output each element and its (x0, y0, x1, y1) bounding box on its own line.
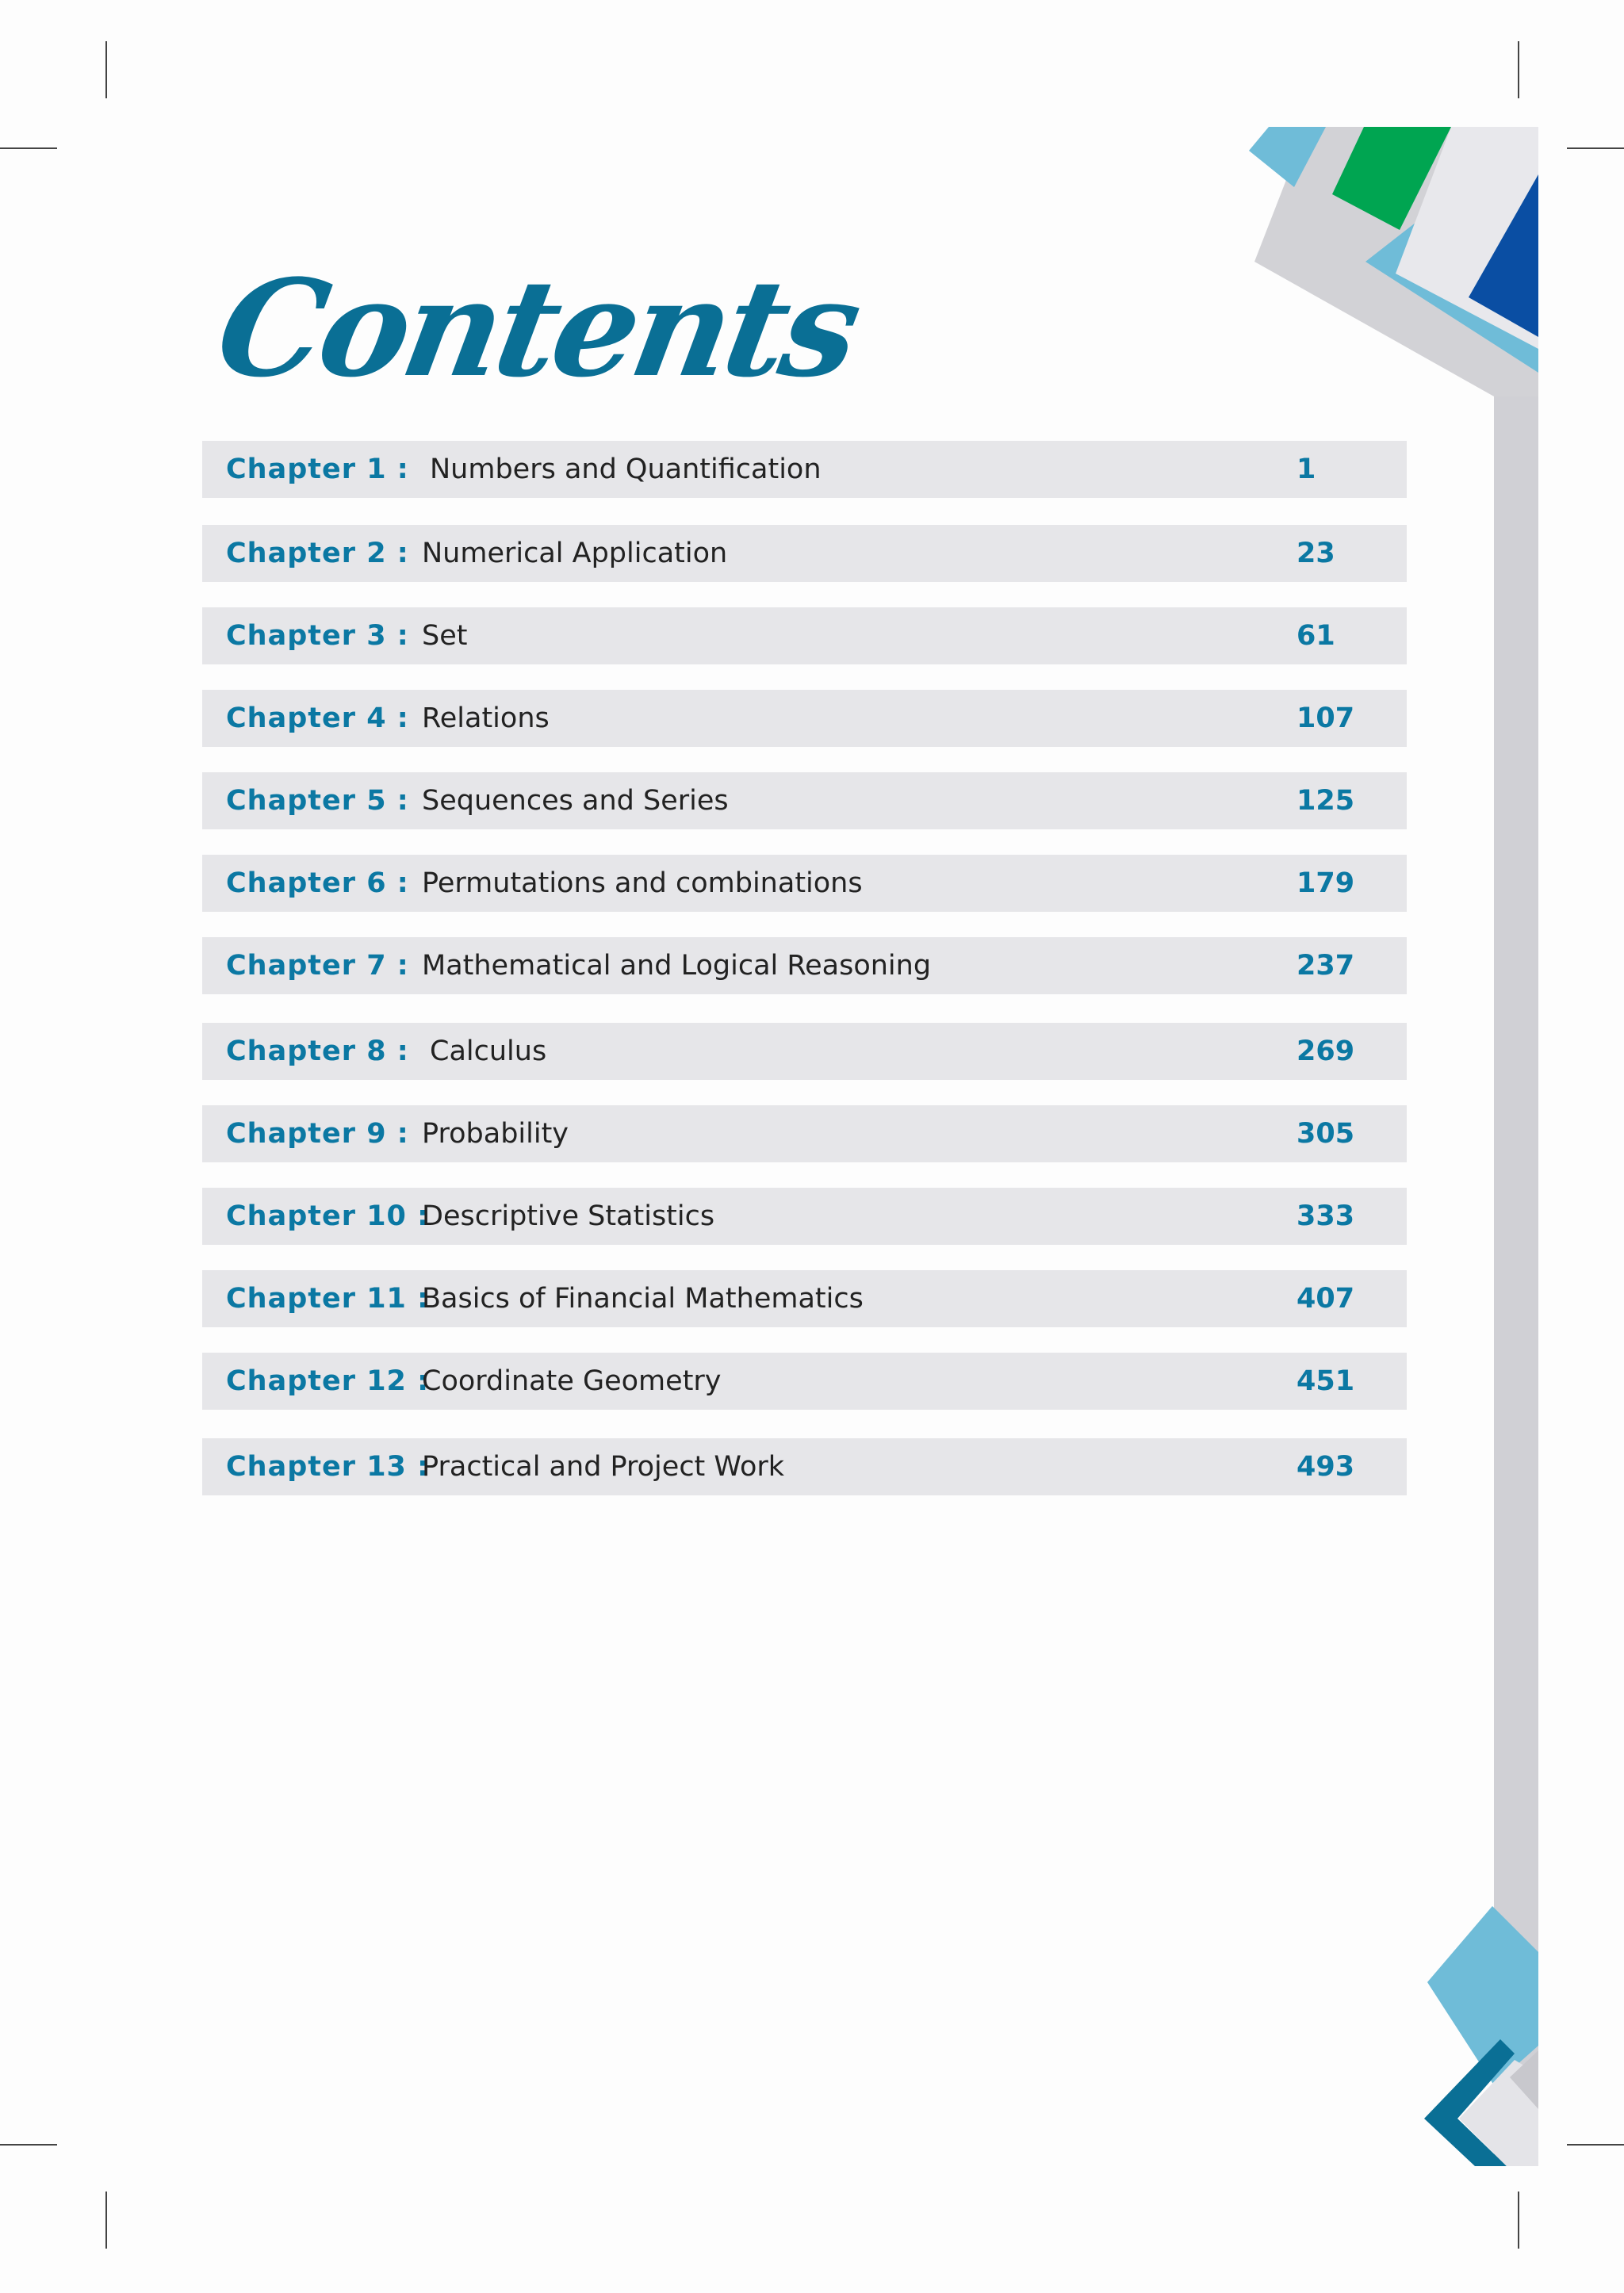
chapter-page-number: 269 (1297, 1035, 1355, 1067)
toc-row[interactable] (202, 1270, 1407, 1327)
chapter-page-number: 493 (1297, 1451, 1355, 1483)
chapter-title: Permutations and combinations (422, 867, 863, 899)
chapter-title: Set (422, 620, 468, 652)
chapter-label: Chapter 7 : (226, 950, 409, 982)
chapter-title: Numerical Application (422, 538, 728, 569)
chapter-label: Chapter 13 : (226, 1451, 430, 1483)
toc-row[interactable] (202, 690, 1407, 747)
chapter-page-number: 333 (1297, 1200, 1355, 1232)
crop-mark (1518, 2192, 1519, 2249)
chapter-page-number: 305 (1297, 1118, 1355, 1150)
toc-row[interactable] (202, 1023, 1407, 1080)
chapter-title: Practical and Project Work (422, 1451, 785, 1483)
chapter-label: Chapter 2 : (226, 538, 409, 569)
chapter-title: Numbers and Quantification (430, 454, 822, 485)
chapter-page-number: 451 (1297, 1365, 1355, 1397)
chapter-title: Probability (422, 1118, 569, 1150)
chapter-label: Chapter 12 : (226, 1365, 430, 1397)
chapter-page-number: 61 (1297, 620, 1335, 652)
toc-row[interactable] (202, 772, 1407, 829)
chapter-title: Mathematical and Logical Reasoning (422, 950, 932, 982)
chapter-page-number: 107 (1297, 702, 1355, 734)
chapter-label: Chapter 1 : (226, 454, 409, 485)
toc-row[interactable] (202, 441, 1407, 498)
chapter-label: Chapter 6 : (226, 867, 409, 899)
side-decoration-strip (1494, 389, 1538, 2165)
chapter-title: Descriptive Statistics (422, 1200, 715, 1232)
chapter-page-number: 23 (1297, 538, 1335, 569)
toc-row[interactable] (202, 1105, 1407, 1162)
toc-row[interactable] (202, 1353, 1407, 1410)
toc-row[interactable] (202, 937, 1407, 994)
chapter-label: Chapter 8 : (226, 1035, 409, 1067)
chapter-label: Chapter 11 : (226, 1283, 430, 1315)
chapter-label: Chapter 5 : (226, 785, 409, 817)
chapter-page-number: 1 (1297, 454, 1316, 485)
toc-row[interactable] (202, 1188, 1407, 1245)
chapter-page-number: 407 (1297, 1283, 1355, 1315)
chapter-page-number: 125 (1297, 785, 1355, 817)
chapter-label: Chapter 4 : (226, 702, 409, 734)
crop-mark (0, 2144, 57, 2146)
chapter-page-number: 179 (1297, 867, 1355, 899)
toc-row[interactable] (202, 1438, 1407, 1495)
toc-row[interactable] (202, 607, 1407, 664)
chapter-title: Basics of Financial Mathematics (422, 1283, 864, 1315)
toc-row[interactable] (202, 525, 1407, 582)
toc-row[interactable] (202, 855, 1407, 912)
chapter-title: Sequences and Series (422, 785, 729, 817)
chapter-label: Chapter 10 : (226, 1200, 430, 1232)
chapter-page-number: 237 (1297, 950, 1355, 982)
page-title: Contents (206, 250, 868, 407)
crop-mark (1567, 2144, 1624, 2146)
chapter-label: Chapter 9 : (226, 1118, 409, 1150)
chapter-label: Chapter 3 : (226, 620, 409, 652)
chapter-title: Calculus (430, 1035, 547, 1067)
chapter-title: Coordinate Geometry (422, 1365, 722, 1397)
crop-mark (105, 2192, 107, 2249)
chapter-title: Relations (422, 702, 550, 734)
